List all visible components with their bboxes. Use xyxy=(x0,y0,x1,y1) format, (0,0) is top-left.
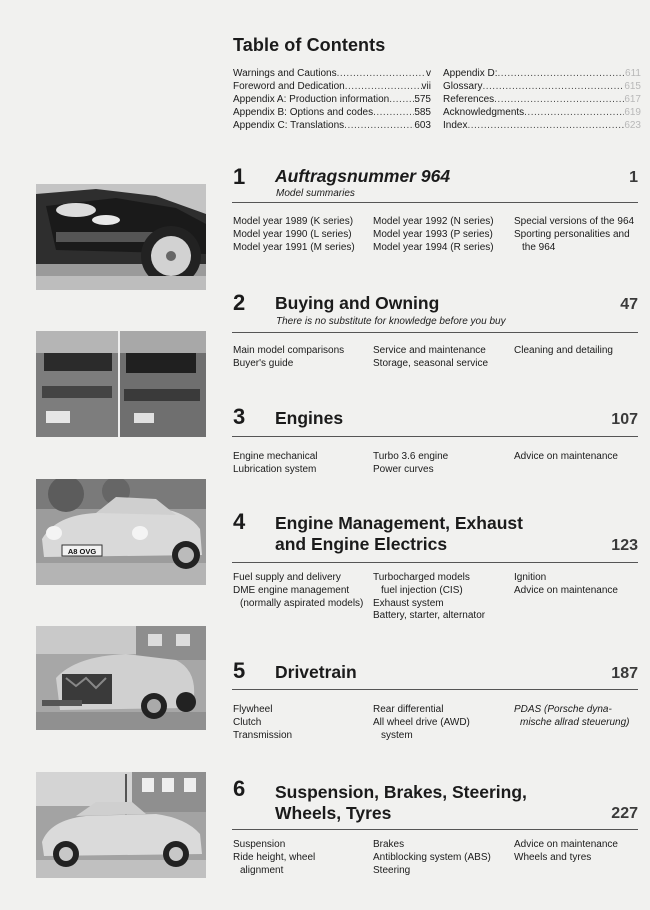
chapter-number: 4 xyxy=(233,509,246,534)
topic-item: (normally aspirated models) xyxy=(240,597,364,609)
chapter-divider xyxy=(232,829,638,830)
topic-column xyxy=(514,451,618,464)
topic-item: Model year 1994 (R series) xyxy=(373,241,494,253)
porsche-convertible-photo xyxy=(36,772,206,878)
topic-item: Transmission xyxy=(233,729,293,741)
chapter-title[interactable]: Engines xyxy=(275,408,344,428)
porsche-stripped-rear-photo xyxy=(36,626,206,730)
chapter-divider xyxy=(232,689,638,690)
topic-item: Power curves xyxy=(373,463,434,475)
toc-entry[interactable]: Acknowledgments ..... 619 xyxy=(443,107,641,120)
chapter-title[interactable]: Suspension, Brakes, Steering, Wheels, Tyres xyxy=(275,782,527,823)
chapter-page-number: 123 xyxy=(611,537,638,554)
topic-item: Advice on maintenance xyxy=(514,584,618,596)
topic-column xyxy=(373,216,494,254)
chapter-number: 1 xyxy=(233,164,246,189)
topic-item: Model year 1993 (P series) xyxy=(373,228,493,240)
topic-column xyxy=(514,572,618,598)
topic-item: PDAS (Porsche dyna- xyxy=(514,704,612,715)
topic-item: Antiblocking system (ABS) xyxy=(373,851,491,863)
front-matter-list-right xyxy=(443,68,641,133)
topic-column xyxy=(373,704,470,742)
topic-item: Turbocharged models xyxy=(373,572,470,583)
porsche-front-closeup-photo xyxy=(36,184,206,290)
topic-column xyxy=(373,839,491,877)
toc-entry[interactable]: Appendix A: Production information ..... 575 xyxy=(233,94,431,107)
topic-item: Advice on maintenance xyxy=(514,839,618,850)
topic-item: Battery, starter, alternator xyxy=(373,610,486,622)
chapter-title[interactable]: Drivetrain xyxy=(275,662,357,682)
topic-column xyxy=(373,572,485,623)
topic-column xyxy=(233,216,355,254)
toc-entry[interactable]: Warnings and Cautions ..... v xyxy=(233,68,431,81)
topic-column xyxy=(373,345,488,371)
topic-item: All wheel drive (AWD) xyxy=(373,716,470,728)
topic-column xyxy=(233,704,292,742)
topic-item: Cleaning and detailing xyxy=(514,345,613,356)
topic-item: Sporting personalities and xyxy=(514,228,630,240)
topic-item: Suspension xyxy=(233,839,286,850)
topic-item: mische allrad steuerung) xyxy=(520,716,630,728)
topic-item: Wheels and tyres xyxy=(514,851,592,863)
topic-item: Service and maintenance xyxy=(373,345,486,356)
topic-item: Advice on maintenance xyxy=(514,451,618,462)
chapter-title[interactable]: Buying and Owning xyxy=(275,293,440,313)
topic-item: system xyxy=(381,729,413,741)
topic-column xyxy=(233,345,344,371)
topic-item: Storage, seasonal service xyxy=(373,357,489,369)
chapter-divider xyxy=(232,436,638,437)
chapter-title[interactable]: Auftragsnummer 964 xyxy=(275,166,451,186)
chapter-page-number: 107 xyxy=(611,411,638,428)
topic-item: Lubrication system xyxy=(233,463,317,475)
topic-column xyxy=(514,704,630,730)
topic-item: Ride height, wheel xyxy=(233,851,316,863)
topic-item: Steering xyxy=(373,864,411,876)
toc-entry[interactable]: Foreword and Dedication ..... vii xyxy=(233,81,431,94)
topic-item: Special versions of the 964 xyxy=(514,216,635,227)
topic-item: Rear differential xyxy=(373,704,444,715)
chapter-page-number: 187 xyxy=(611,665,638,682)
toc-entry[interactable]: References ..... 617 xyxy=(443,94,641,107)
topic-item: Model year 1990 (L series) xyxy=(233,228,352,240)
chapter-divider xyxy=(232,332,638,333)
toc-entry[interactable]: Index ..... 623 xyxy=(443,120,641,133)
chapter-divider xyxy=(232,562,638,563)
topic-item: Model year 1989 (K series) xyxy=(233,216,354,227)
topic-item: Buyer's guide xyxy=(233,357,294,369)
chapter-title[interactable]: Engine Management, Exhaust and Engine Electrics xyxy=(275,513,523,554)
topic-column xyxy=(233,839,315,877)
porsche-rear-comparison-photo xyxy=(36,331,206,437)
topic-item: Turbo 3.6 engine xyxy=(373,451,449,462)
topic-item: Clutch xyxy=(233,716,262,728)
topic-item: alignment xyxy=(240,864,284,876)
chapter-number: 2 xyxy=(233,290,246,315)
topic-column xyxy=(373,451,448,477)
topic-item: the 964 xyxy=(522,241,556,253)
chapter-page-number: 1 xyxy=(629,169,638,186)
topic-item: Main model comparisons xyxy=(233,345,345,356)
toc-entry[interactable]: Appendix D: ..... 611 xyxy=(443,68,641,81)
license-plate: A8 OVG xyxy=(67,547,97,556)
chapter-number: 3 xyxy=(233,404,246,429)
toc-entry[interactable]: Glossary ..... 615 xyxy=(443,81,641,94)
topic-item: Fuel supply and delivery xyxy=(233,572,341,583)
chapter-divider xyxy=(232,202,638,203)
topic-column xyxy=(514,216,634,254)
topic-column xyxy=(233,572,363,610)
toc-entry[interactable]: Appendix C: Translations ..... 603 xyxy=(233,120,431,133)
topic-item: Engine mechanical xyxy=(233,451,318,462)
topic-column xyxy=(233,451,318,477)
topic-item: Exhaust system xyxy=(373,597,444,609)
topic-item: Model year 1991 (M series) xyxy=(233,241,355,253)
front-matter-list-left xyxy=(233,68,431,133)
porsche-cabriolet-photo xyxy=(36,479,206,585)
chapter-subtitle: There is no substitute for knowledge before you buy xyxy=(276,316,506,327)
page-title: Table of Contents xyxy=(233,35,386,55)
chapter-page-number: 227 xyxy=(611,805,638,822)
topic-item: Model year 1992 (N series) xyxy=(373,216,494,227)
topic-column xyxy=(514,839,618,865)
topic-item: Flywheel xyxy=(233,704,273,715)
chapter-number: 6 xyxy=(233,776,246,801)
chapter-subtitle: Model summaries xyxy=(276,188,355,199)
toc-entry[interactable]: Appendix B: Options and codes ..... 585 xyxy=(233,107,431,120)
topic-column xyxy=(514,345,613,358)
topic-item: Ignition xyxy=(514,572,547,583)
topic-item: Brakes xyxy=(373,839,405,850)
chapter-number: 5 xyxy=(233,658,246,683)
chapter-page-number: 47 xyxy=(620,296,638,313)
topic-item: DME engine management xyxy=(233,584,350,596)
topic-item: fuel injection (CIS) xyxy=(381,584,463,596)
